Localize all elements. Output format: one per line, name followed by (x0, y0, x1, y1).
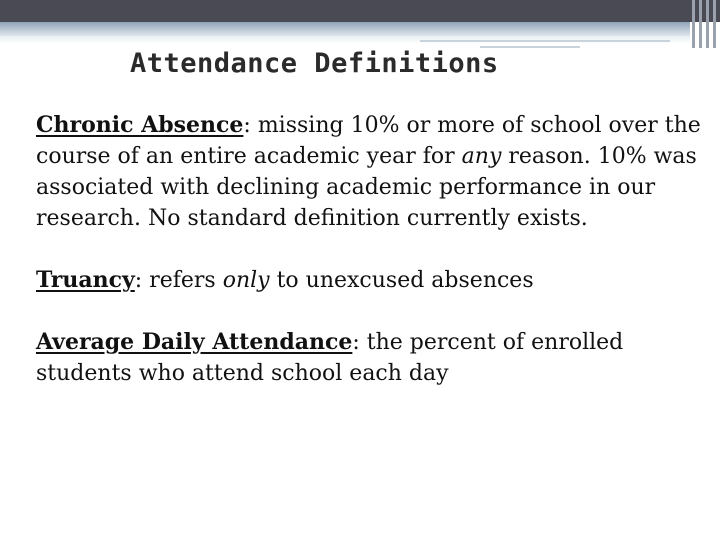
term-truancy: Truancy (36, 267, 135, 293)
emphasis-text: only (222, 268, 270, 293)
emphasis-text: any (461, 144, 502, 169)
definition-average-daily-attendance: Average Daily Attendance: the percent of enrolled students who attend school each day (36, 329, 624, 386)
definition-text: refers (149, 268, 223, 293)
definition-text: missing 10% or more of school over the course of an entire academic year for (36, 113, 701, 169)
header-band (0, 0, 720, 22)
definition-text: reason. 10% was associated with declining academic performance in our research. No standard definition currently exists. (36, 144, 697, 231)
definition-truancy: Truancy: refers only to unexcused absences (36, 267, 534, 293)
accent-line (420, 40, 670, 42)
definitions-list (36, 110, 706, 389)
term-chronic-absence: Chronic Absence (36, 112, 244, 138)
page-title: Attendance Definitions (130, 48, 499, 79)
header-gradient-strip (0, 22, 690, 36)
corner-decoration (690, 0, 720, 48)
definition-chronic-absence: Chronic Absence: missing 10% or more of school over the course of an entire academic year for any reason. 10% was associated with declining academic performance in our research. No standard definition currently exists. (36, 112, 701, 231)
definition-text: to unexcused absences (269, 268, 534, 293)
definition-text: the percent of enrolled students who attend school each day (36, 330, 624, 386)
term-average-daily-attendance: Average Daily Attendance (36, 329, 353, 355)
